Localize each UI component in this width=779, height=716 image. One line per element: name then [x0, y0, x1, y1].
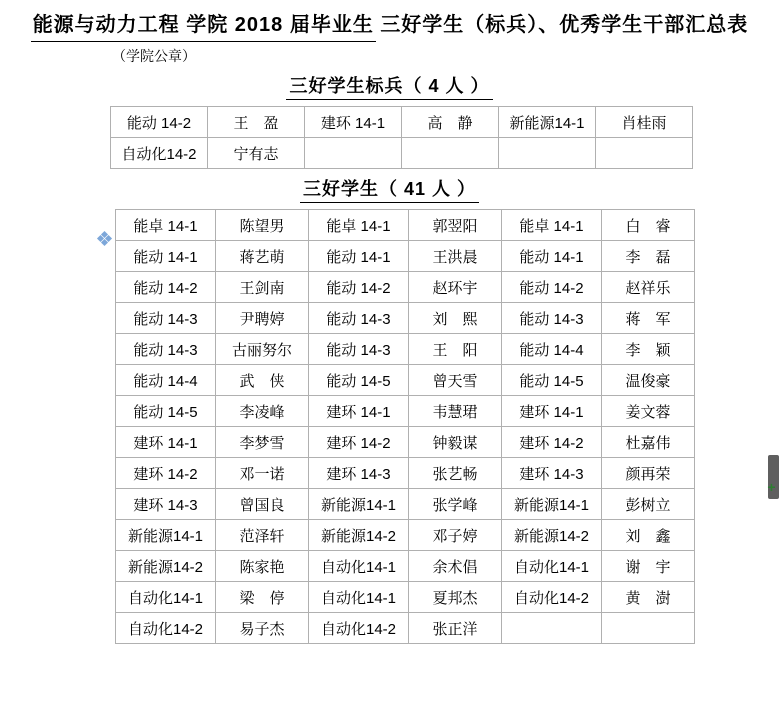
cell-class: 能动 14-2: [111, 107, 208, 138]
table-row: [116, 520, 695, 551]
cell-class: [499, 138, 596, 169]
cell-name: 范泽轩: [216, 520, 309, 551]
cell-class: 自动化14-2: [116, 613, 216, 644]
cell-name: 颜再荣: [602, 458, 695, 489]
cell-name: 王 阳: [409, 334, 502, 365]
cell-class: 建环 14-2: [309, 427, 409, 458]
table-row: [116, 303, 695, 334]
cell-class: 建环 14-1: [309, 396, 409, 427]
cell-name: 蒋 军: [602, 303, 695, 334]
cell-class: 能动 14-5: [502, 365, 602, 396]
table-row: [116, 241, 695, 272]
cell-class: 建环 14-3: [502, 458, 602, 489]
cell-class: 新能源14-2: [502, 520, 602, 551]
cell-name: 谢 宇: [602, 551, 695, 582]
cell-class: 自动化14-2: [111, 138, 208, 169]
cell-name: 宁有志: [208, 138, 305, 169]
cell-class: 自动化14-1: [502, 551, 602, 582]
cell-class: 新能源14-1: [116, 520, 216, 551]
cell-class: 能动 14-1: [116, 241, 216, 272]
cell-class: 自动化14-2: [502, 582, 602, 613]
cell-class: 能卓 14-1: [309, 210, 409, 241]
cell-class: 建环 14-3: [309, 458, 409, 489]
cell-class: 新能源14-1: [499, 107, 596, 138]
cell-name: 夏邦杰: [409, 582, 502, 613]
cell-name: [602, 613, 695, 644]
cell-name: 王 盈: [208, 107, 305, 138]
sanhao-table: [115, 209, 695, 644]
cell-class: 自动化14-1: [309, 551, 409, 582]
cell-name: 黄 澍: [602, 582, 695, 613]
cell-name: 余术倡: [409, 551, 502, 582]
table-row: [116, 613, 695, 644]
cell-name: 曾国良: [216, 489, 309, 520]
cell-name: 刘 熙: [409, 303, 502, 334]
cell-class: [502, 613, 602, 644]
cell-class: 自动化14-2: [309, 613, 409, 644]
table-row: [116, 458, 695, 489]
section-heading-sanhao: [0, 175, 779, 203]
cell-name: [596, 138, 693, 169]
cell-name: 张正洋: [409, 613, 502, 644]
cell-name: 古丽努尔: [216, 334, 309, 365]
cell-class: 能动 14-2: [116, 272, 216, 303]
cell-name: 曾天雪: [409, 365, 502, 396]
cell-class: 能动 14-3: [309, 303, 409, 334]
cell-class: 建环 14-2: [502, 427, 602, 458]
cell-class: 能动 14-2: [502, 272, 602, 303]
cell-name: 陈家艳: [216, 551, 309, 582]
cell-class: 能动 14-1: [502, 241, 602, 272]
document-title-block: [0, 0, 779, 42]
cell-class: 建环 14-1: [502, 396, 602, 427]
cell-name: [402, 138, 499, 169]
cell-name: 李 颖: [602, 334, 695, 365]
cell-name: 姜文蓉: [602, 396, 695, 427]
table-row: [116, 396, 695, 427]
cell-class: 自动化14-1: [309, 582, 409, 613]
section-heading-sanhao-text: 三好学生（ 41 人 ）: [300, 175, 479, 203]
cell-class: 能动 14-5: [116, 396, 216, 427]
cell-name: 王洪晨: [409, 241, 502, 272]
cell-name: 梁 停: [216, 582, 309, 613]
table-row: [116, 272, 695, 303]
page-title-line-2: 三好学生（标兵）、优秀学生干部汇总表: [380, 14, 749, 36]
cell-name: 郭翌阳: [409, 210, 502, 241]
cell-class: 新能源14-2: [309, 520, 409, 551]
cell-class: 能动 14-3: [116, 303, 216, 334]
plus-icon[interactable]: +: [767, 479, 776, 495]
cell-name: 刘 鑫: [602, 520, 695, 551]
table-row: [111, 107, 693, 138]
cell-name: 张学峰: [409, 489, 502, 520]
cell-name: 李 磊: [602, 241, 695, 272]
cell-class: 能动 14-3: [309, 334, 409, 365]
cell-name: 蒋艺萌: [216, 241, 309, 272]
table-row: [116, 582, 695, 613]
cell-class: 能动 14-3: [116, 334, 216, 365]
cell-name: 赵环宇: [409, 272, 502, 303]
cell-name: 韦慧珺: [409, 396, 502, 427]
table-row: [116, 365, 695, 396]
cell-name: 邓一诺: [216, 458, 309, 489]
table-row: [116, 489, 695, 520]
cell-class: 能动 14-5: [309, 365, 409, 396]
cell-name: 温俊豪: [602, 365, 695, 396]
cell-class: 能动 14-4: [502, 334, 602, 365]
cell-class: 能动 14-4: [116, 365, 216, 396]
table-row: [116, 551, 695, 582]
cell-name: 高 静: [402, 107, 499, 138]
page-title-line-1: 能源与动力工程 学院 2018 届毕业生: [31, 10, 376, 42]
cell-name: 白 睿: [602, 210, 695, 241]
cell-class: 能动 14-3: [502, 303, 602, 334]
cell-name: 钟毅谋: [409, 427, 502, 458]
biaobing-table: [110, 106, 693, 169]
table-row: [116, 427, 695, 458]
cell-class: 新能源14-1: [309, 489, 409, 520]
cell-class: 能卓 14-1: [502, 210, 602, 241]
cell-name: 王剑南: [216, 272, 309, 303]
biaobing-table-wrapper: [0, 106, 779, 169]
cell-class: 建环 14-1: [116, 427, 216, 458]
cell-class: 建环 14-3: [116, 489, 216, 520]
cell-class: 自动化14-1: [116, 582, 216, 613]
seal-note: （学院公章）: [112, 48, 196, 64]
cell-name: 陈望男: [216, 210, 309, 241]
cell-name: 易子杰: [216, 613, 309, 644]
cell-name: 杜嘉伟: [602, 427, 695, 458]
section-heading-biaobing: [0, 72, 779, 100]
cell-name: 尹聘婷: [216, 303, 309, 334]
anchor-handle-icon: [98, 232, 112, 246]
cell-name: 邓子婷: [409, 520, 502, 551]
cell-class: 能动 14-2: [309, 272, 409, 303]
scroll-handle[interactable]: [763, 455, 779, 515]
table-row: [116, 210, 695, 241]
cell-name: 李凌峰: [216, 396, 309, 427]
cell-name: 赵祥乐: [602, 272, 695, 303]
cell-name: 肖桂雨: [596, 107, 693, 138]
section-heading-biaobing-text: 三好学生标兵（ 4 人 ）: [286, 72, 492, 100]
cell-class: 能动 14-1: [309, 241, 409, 272]
cell-class: 新能源14-1: [502, 489, 602, 520]
cell-class: 建环 14-2: [116, 458, 216, 489]
cell-name: 张艺畅: [409, 458, 502, 489]
cell-class: 能卓 14-1: [116, 210, 216, 241]
cell-class: [305, 138, 402, 169]
cell-class: 新能源14-2: [116, 551, 216, 582]
sanhao-table-wrapper: [0, 209, 779, 644]
cell-name: 武 侠: [216, 365, 309, 396]
cell-class: 建环 14-1: [305, 107, 402, 138]
table-row: [111, 138, 693, 169]
cell-name: 李梦雪: [216, 427, 309, 458]
table-row: [116, 334, 695, 365]
cell-name: 彭树立: [602, 489, 695, 520]
